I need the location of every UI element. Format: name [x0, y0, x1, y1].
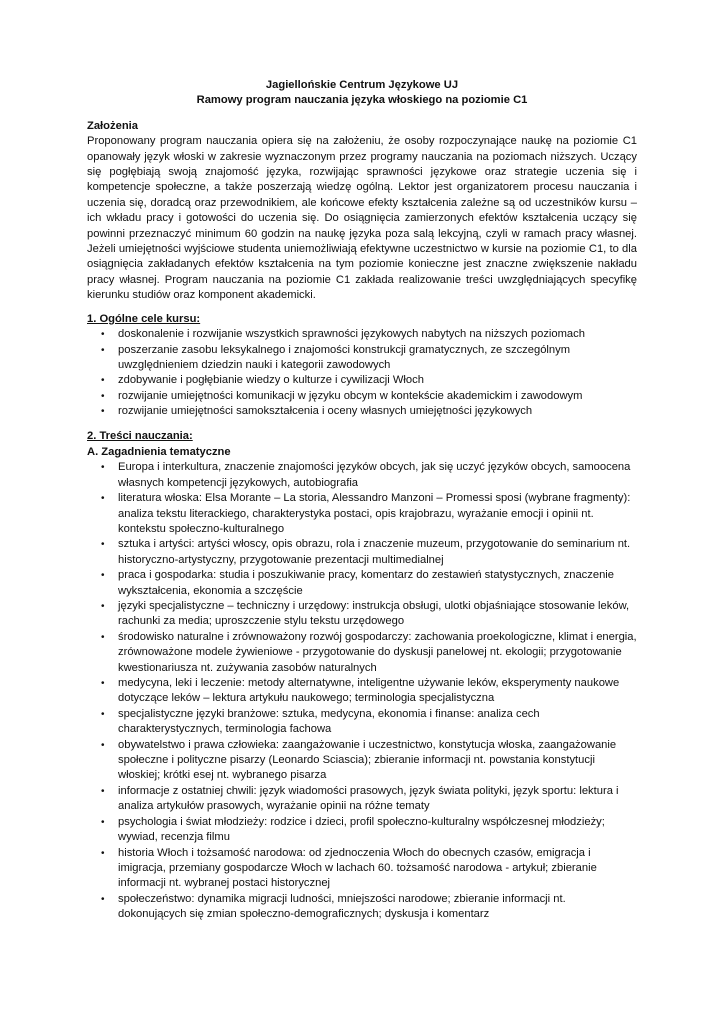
- bullet-icon: •: [101, 344, 105, 356]
- bullet-icon: •: [101, 601, 105, 612]
- list-item: • społeczeństwo: dynamika migracji ludności, mniejszości narodowe; zbieranie informacji nt. dokonujących się zmian społeczno-demograficznych; dyskusja i komentarz: [101, 892, 566, 921]
- bullet-icon: •: [101, 893, 105, 905]
- content-heading: 2. Treści nauczania:: [87, 429, 193, 442]
- bullet-icon: •: [101, 708, 105, 720]
- goals-list: [87, 327, 637, 419]
- list-item: • języki specjalistyczne – techniczny i urzędowy: instrukcja obsługi, ulotki objaśniające stosowanie leków, rachunki za media; uproszczenie stylu tekstu urzędowego: [101, 600, 630, 628]
- list-item: • praca i gospodarka: studia i poszukiwanie pracy, komentarz do zestawień statystycznych, znaczenie wykształcenia, ekonomia a szczęście: [101, 569, 615, 597]
- list-item: • środowisko naturalne i zrównoważony rozwój gospodarczy: zachowania proekologiczne, klimat i energia, zrównoważone modele żywieniowe - przygotowanie do dyskusji panelowej nt. ekologii; przygotowanie kwestionariusza nt. zużywania zasobów naturalnych: [101, 630, 637, 674]
- list-item: • rozwijanie umiejętności samokształcenia i oceny własnych umiejętności językowych: [87, 404, 637, 419]
- bullet-icon: •: [101, 406, 105, 418]
- topics-subheading: A. Zagadnienia tematyczne: [87, 445, 231, 458]
- bullet-icon: •: [101, 570, 105, 582]
- document-page: [87, 78, 637, 932]
- list-item: • obywatelstwo i prawa człowieka: zaangażowanie i uczestnictwo, konstytucja włoska, zaangażowanie społeczne i polityczne pisarzy (Leonardo Sciascia); zbieranie informacji nt. powstania konstytucji włoskiej; krótki esej nt. wybranego pisarza: [101, 738, 617, 782]
- bullet-icon: •: [101, 329, 105, 341]
- list-item: • Europa i interkultura, znaczenie znajomości języków obcych, jak się uczyć języków obcych, samoocena własnych kompetencji językowych, autobiografia: [101, 461, 631, 489]
- assumptions-text: Proponowany program nauczania opiera się na założeniu, że osoby rozpoczynające naukę na poziomie C1 opanowały język włoski w zakresie wyznaczonym przez programy nauczania na poziomach niższych. Uczący się pogłębiają swoją znajomość języka, rozwijając sprawności językowe oraz strategie uczenia się i kompetencje społeczne, a także poszerzają wiedzę ogólną. Lektor jest organizatorem procesu nauczania i uczenia się, doradcą oraz przewodnikiem, ale końcowe efekty kształcenia zależne są od uczestników kursu – ich wkładu pracy i gotowości do uczenia się. Do osiągnięcia zamierzonych efektów kształcenia uczący się powinni przeznaczyć minimum 60 godzin na naukę języka poza salą lekcyjną, czyli w ramach pracy własnej. Jeżeli umiejętności wyjściowe studenta uniemożliwiają efektywne uczestnictwo w kursie na poziomie C1, to dla osiągnięcia zakładanych efektów kształcenia na tym poziomie konieczne jest znaczne zwiększenie nakładu pracy własnej. Program nauczania na poziomie C1 zakłada realizowanie treści uwzględniających specyfikę kierunku studiów oraz komponent akademicki.: [87, 135, 637, 302]
- bullet-icon: •: [101, 739, 105, 751]
- goals-heading: 1. Ogólne cele kursu:: [87, 312, 201, 325]
- bullet-icon: •: [101, 816, 105, 828]
- institution-title: Jagiellońskie Centrum Językowe UJ: [265, 79, 459, 91]
- topics-list: [87, 460, 637, 922]
- list-item: • medycyna, leki i leczenie: metody alternatywne, inteligentne używanie leków, eksperymenty naukowe dotyczące leków – lektura artykułu naukowego; terminologia specjalistyczna: [101, 677, 620, 705]
- bullet-icon: •: [101, 785, 105, 797]
- list-item: • sztuka i artyści: artyści włoscy, opis obrazu, rola i znaczenie muzeum, przygotowanie do seminarium nt. historyczno-artystyczny, przygotowanie prezentacji multimedialnej: [101, 538, 631, 566]
- bullet-icon: •: [101, 678, 105, 690]
- bullet-icon: •: [101, 493, 105, 505]
- bullet-icon: •: [101, 375, 105, 387]
- bullet-icon: •: [101, 539, 105, 551]
- list-item: • informacje z ostatniej chwili: język wiadomości prasowych, język świata polityki, język sportu: lektura i analiza artykułów prasowych, wyrażanie opinii na różne tematy: [101, 784, 619, 813]
- list-item: • specjalistyczne języki branżowe: sztuka, medycyna, ekonomia i finanse: analiza cech charakterystycznych, terminologia fachowa: [101, 707, 540, 736]
- list-item: • rozwijanie umiejętności komunikacji w języku obcym w kontekście akademickim i zawodowym: [87, 389, 637, 404]
- bullet-icon: •: [101, 847, 105, 859]
- list-item: • psychologia i świat młodzieży: rodzice i dzieci, profil społeczno-kulturalny współczesnej młodzieży; wywiad, recenzja filmu: [101, 815, 605, 844]
- bullet-icon: •: [101, 462, 105, 474]
- list-item: • doskonalenie i rozwijanie wszystkich sprawności językowych nabytych na niższych poziomach: [87, 327, 637, 342]
- list-item: • historia Włoch i tożsamość narodowa: od zjednoczenia Włoch do obecnych czasów, emigracja i imigracja, przemiany gospodarcze Włoch w lachach 60. tożsamość narodowa - artykuł; zbieranie informacji nt. wybranej postaci historycznej: [101, 846, 597, 890]
- program-title: Ramowy program nauczania języka włoskiego na poziomie C1: [196, 94, 528, 107]
- list-item: • poszerzanie zasobu leksykalnego i znajomości konstrukcji gramatycznych, ze szczególnym uwzględnieniem dziedzin nauki i kategorii zawodowych: [101, 343, 571, 371]
- bullet-icon: •: [101, 390, 105, 402]
- bullet-icon: •: [101, 631, 105, 643]
- assumptions-heading: Założenia: [87, 119, 138, 132]
- list-item: • zdobywanie i pogłębianie wiedzy o kulturze i cywilizacji Włoch: [87, 373, 637, 388]
- list-item: • literatura włoska: Elsa Morante – La storia, Alessandro Manzoni – Promessi sposi (wybrane fragmenty): analiza tekstu literackiego, charakterystyka postaci, opis krajobrazu, wyrażanie emocji i opinii nt. kontekstu społeczno-kulturalnego: [101, 492, 631, 535]
